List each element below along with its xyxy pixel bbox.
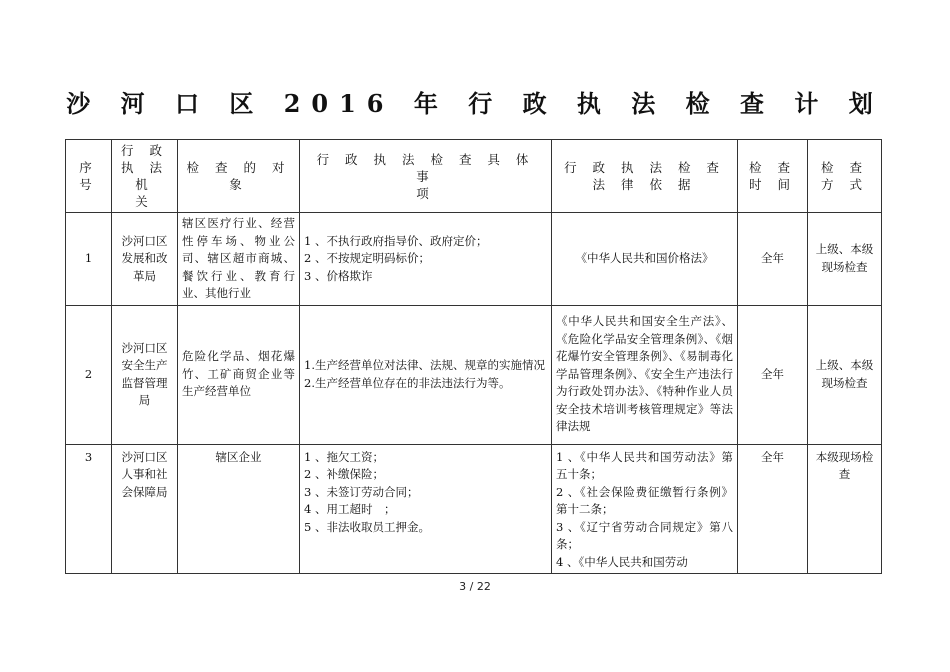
header-items: 行 政 执 法 检 查 具 体 事 项 bbox=[300, 140, 552, 213]
cell-items: 1 、拖欠工资； 2 、补缴保险； 3 、未签订劳动合同； 4 、用工超时 ； 5 、非法收取员工押金。 bbox=[300, 444, 552, 574]
cell-target: 危险化学品、烟花爆竹、工矿商贸企业等生产经营单位 bbox=[178, 305, 300, 444]
cell-seq: 3 bbox=[66, 444, 112, 574]
table-row bbox=[66, 305, 882, 444]
cell-time: 全年 bbox=[738, 444, 808, 574]
header-basis: 行 政 执 法 检 查 法 律 依 据 bbox=[552, 140, 738, 213]
cell-target: 辖区企业 bbox=[178, 444, 300, 574]
cell-agency: 沙河口区 人事和社 会保障局 bbox=[112, 444, 178, 574]
cell-seq: 2 bbox=[66, 305, 112, 444]
cell-agency: 沙河口区 发展和改 革局 bbox=[112, 213, 178, 306]
cell-method: 上级、本级 现场检查 bbox=[808, 305, 882, 444]
table-row bbox=[66, 213, 882, 306]
cell-basis: 《中华人民共和国安全生产法》、《危险化学品安全管理条例》、《烟花爆竹安全管理条例》、《易制毒化学品管理条例》、《安全生产违法行为行政处罚办法》、《特种作业人员安全技术培训考核管理规定》等法律法规 bbox=[552, 305, 738, 444]
cell-seq: 1 bbox=[66, 213, 112, 306]
page-number: 3 / 22 bbox=[459, 580, 491, 593]
table-header-row bbox=[66, 140, 882, 213]
table-row bbox=[66, 444, 882, 574]
inspection-plan-table bbox=[65, 139, 882, 574]
header-method: 检 查 方 式 bbox=[808, 140, 882, 213]
header-agency: 行 政 执 法 机 关 bbox=[112, 140, 178, 213]
cell-agency: 沙河口区 安全生产 监督管理 局 bbox=[112, 305, 178, 444]
cell-items: 1.生产经营单位对法律、法规、规章的实施情况 2.生产经营单位存在的非法违法行为等。 bbox=[300, 305, 552, 444]
cell-basis: 《中华人民共和国价格法》 bbox=[552, 213, 738, 306]
cell-method: 上级、本级 现场检查 bbox=[808, 213, 882, 306]
header-time: 检 查 时 间 bbox=[738, 140, 808, 213]
header-seq: 序 号 bbox=[66, 140, 112, 213]
cell-method: 本级现场检 查 bbox=[808, 444, 882, 574]
header-target: 检 查 的 对 象 bbox=[178, 140, 300, 213]
cell-basis: 1 、《中华人民共和国劳动法》第五十条； 2 、《社会保险费征缴暂行条例》第十二条； 3 、《辽宁省劳动合同规定》第八条； 4 、《中华人民共和国劳动 bbox=[552, 444, 738, 574]
document-title: 沙 河 口 区 2016 年 行 政 执 法 检 查 计 划 bbox=[66, 89, 884, 118]
cell-target: 辖区医疗行业、经营性停车场、物业公司、辖区超市商城、餐饮行业、教育行业、其他行业 bbox=[178, 213, 300, 306]
cell-items: 1 、不执行政府指导价、政府定价； 2 、不按规定明码标价； 3 、价格欺诈 bbox=[300, 213, 552, 306]
cell-time: 全年 bbox=[738, 213, 808, 306]
cell-time: 全年 bbox=[738, 305, 808, 444]
